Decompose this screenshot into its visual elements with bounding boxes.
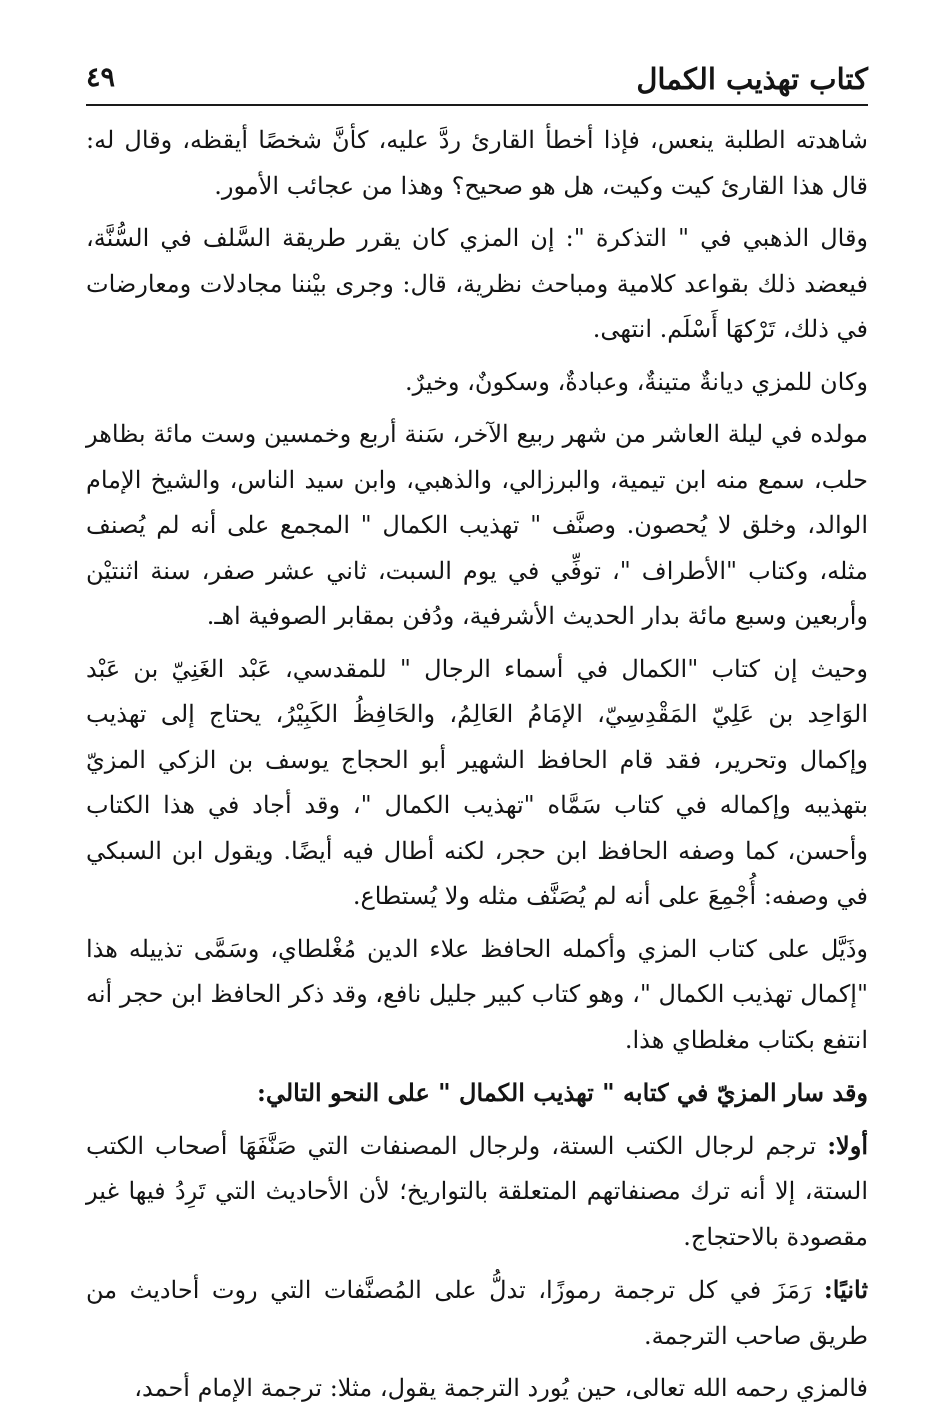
section-intro-paragraph	[86, 1070, 868, 1116]
paragraph-text: وكان للمزي ديانةٌ متينةٌ، وعبادةٌ، وسكونٌ، وخيرٌ.	[404, 367, 868, 396]
paragraph	[86, 647, 868, 920]
paragraph	[86, 1366, 868, 1412]
paragraph	[86, 118, 868, 209]
paragraph-text: وحيث إن كتاب "الكمال في أسماء الرجال " للمقدسي، عَبْد الغَنِيّ بن عَبْد الوَاحِد بن عَلِيّ المَقْدِسِيّ، الإمَامُ العَالِمُ، والحَافِظُ الكَبِيْرُ، يحتاج إلى تهذيب وإكمال وتحرير، فقد قام الحافظ الشهير أبو الحجاج يوسف بن الزكي المزيّ بتهذيبه وإكماله في كتاب سَمَّاه "تهذيب الكمال "، وقد أجاد في هذا الكتاب وأحسن، كما وصفه الحافظ ابن حجر، لكنه أطال فيه أيضًا. ويقول ابن السبكي في وصفه: أُجْمِعَ على أنه لم يُصَنَّف مثله ولا يُستطاع.	[86, 654, 868, 910]
paragraph	[86, 216, 868, 353]
page-number: ٤٩	[86, 62, 116, 93]
paragraph-text: فالمزي رحمه الله تعالى، حين يُورد الترجمة يقول، مثلا: ترجمة الإمام أحمد،	[134, 1374, 868, 1402]
paragraph-text: شاهدته الطلبة ينعس، فإذا أخطأ القارئ ردَّ عليه، كأنَّ شخصًا أيقظه، وقال له: قال هذا القارئ كيت وكيت، هل هو صحيح؟ وهذا من عجائب الأمور.	[86, 126, 868, 200]
paragraph	[86, 412, 868, 640]
header-divider	[86, 104, 868, 106]
paragraph-text: وذَيَّل على كتاب المزي وأكمله الحافظ علاء الدين مُغْلطاي، وسَمَّى تذييله هذا "إكمال تهذيب الكمال "، وهو كتاب كبير جليل نافع، وقد ذكر الحافظ ابن حجر أنه انتفع بكتاب مغلطاي هذا.	[86, 934, 868, 1054]
paragraph	[86, 360, 868, 406]
numbered-paragraph	[86, 1267, 868, 1359]
body-text	[86, 118, 868, 1419]
paragraph-lead: ثانيًا:	[823, 1275, 868, 1304]
paragraph-text: مولده في ليلة العاشر من شهر ربيع الآخر، سَنة أربع وخمسين وست مائة بظاهر حلب، سمع منه ابن تيمية، والبرزالي، والذهبي، وابن سيد الناس، والشيخ الإمام الوالد، وخلق لا يُحصون. وصنَّف " تهذيب الكمال " المجمع على أنه لم يُصنف مثله، وكتاب "الأطراف "، توفِّي في يوم السبت، ثاني عشر صفر، سنة اثنتيْن وأربعين وسبع مائة بدار الحديث الأشرفية، ودُفن بمقابر الصوفية اهـ.	[86, 420, 868, 630]
paragraph	[86, 927, 868, 1064]
numbered-paragraph	[86, 1123, 868, 1261]
paragraph-text: وقال الذهبي في " التذكرة ": إن المزي كان يقرر طريقة السَّلف في السُّنَّة، فيعضد ذلك بقواعد كلامية ومباحث نظرية، قال: وجرى بيْننا مجادلات ومعارضات في ذلك، تَرْكهَا أَسْلَم. انتهى.	[86, 224, 868, 343]
paragraph-text: وقد سار المزيّ في كتابه " تهذيب الكمال " على النحو التالي:	[256, 1078, 868, 1107]
running-title: كتاب تهذيب الكمال	[636, 62, 868, 96]
paragraph-text: ترجم لرجال الكتب الستة، ولرجال المصنفات التي صَنَّفَهَا أصحاب الكتب الستة، إلا أنه ترك مصنفاتهم المتعلقة بالتواريخ؛ لأن الأحاديث التي تَرِدُ فيها غير مقصودة بالاحتجاج.	[86, 1131, 868, 1251]
paragraph-text: رَمَزَ في كل ترجمة رموزًا، تدلُّ على المُصنَّفات التي روت أحاديث من طريق صاحب الترجمة.	[86, 1276, 868, 1350]
page-header	[86, 56, 868, 106]
paragraph-lead: أولا:	[827, 1130, 868, 1160]
